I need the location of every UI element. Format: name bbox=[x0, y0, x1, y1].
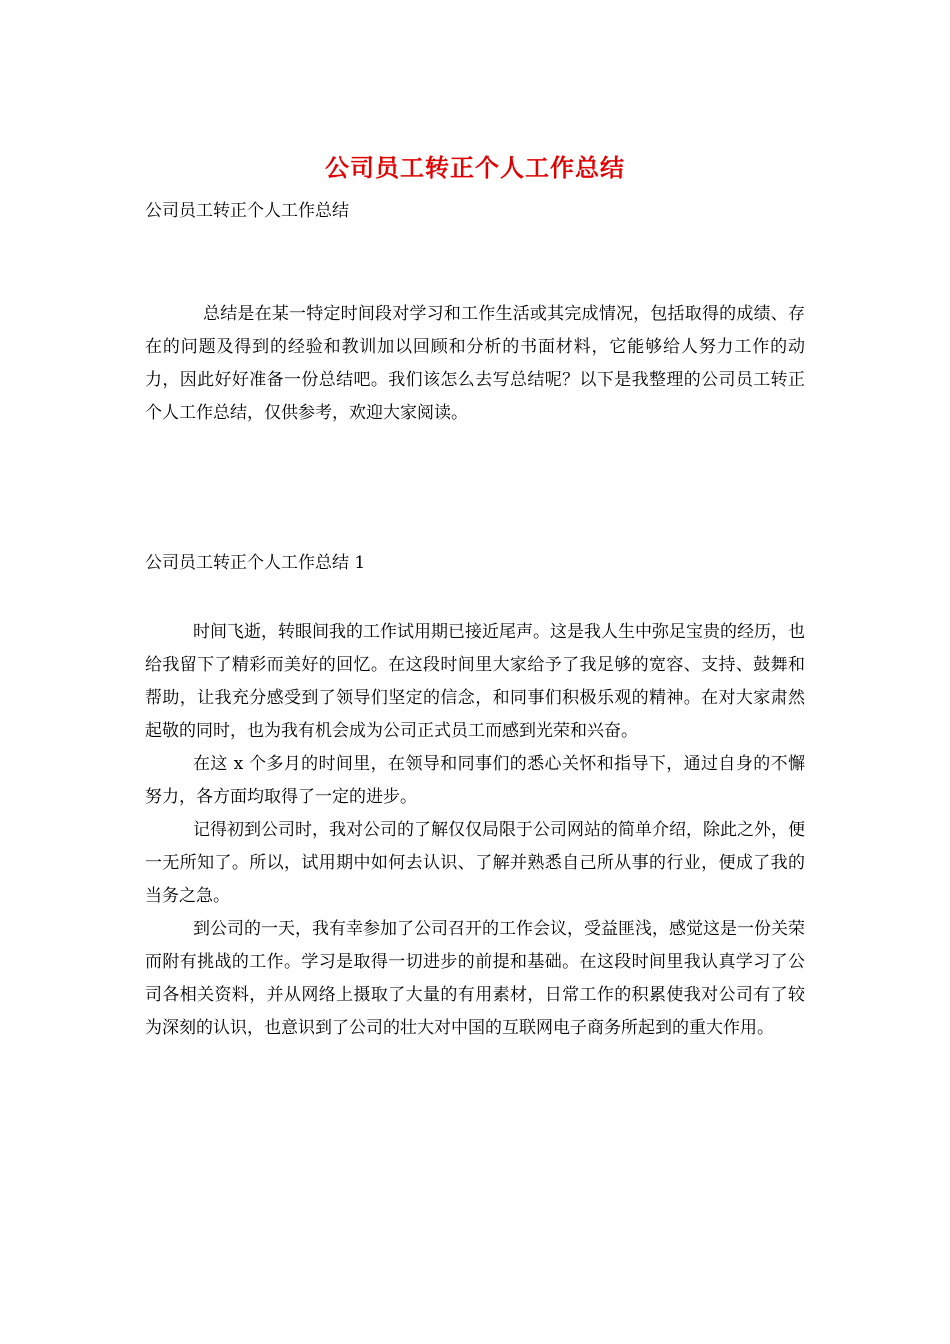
body-paragraph: 记得初到公司时，我对公司的了解仅仅局限于公司网站的简单介绍，除此之外，便一无所知了。所以，试用期中如何去认识、了解并熟悉自己所从事的行业，便成了我的当务之急。 bbox=[145, 820, 805, 906]
body-paragraph: 到公司的一天，我有幸参加了公司召开的工作会议，受益匪浅，感觉这是一份关荣而附有挑战的工作。学习是取得一切进步的前提和基础。在这段时间里我认真学习了公司各相关资料，并从网络上摄取了大量的有用素材，日常工作的积累使我对公司有了较为深刻的认识，也意识到了公司的壮大对中国的互联网电子商务所起到的重大作用。 bbox=[145, 919, 805, 1038]
intro-paragraph: 总结是在某一特定时间段对学习和工作生活或其完成情况，包括取得的成绩、存在的问题及得到的经验和教训加以回顾和分析的书面材料，它能够给人努力工作的动力，因此好好准备一份总结吧。我们该怎么去写总结呢？以下是我整理的公司员工转正个人工作总结，仅供参考，欢迎大家阅读。 bbox=[145, 304, 805, 423]
document-subtitle: 公司员工转正个人工作总结 bbox=[145, 201, 349, 221]
document-title: 公司员工转正个人工作总结 bbox=[325, 153, 625, 182]
body-paragraph: 时间飞逝，转眼间我的工作试用期已接近尾声。这是我人生中弥足宝贵的经历，也给我留下了精彩而美好的回忆。在这段时间里大家给予了我足够的宽容、支持、鼓舞和帮助，让我充分感受到了领导们坚定的信念，和同事们积极乐观的精神。在对大家肃然起敬的同时，也为我有机会成为公司正式员工而感到光荣和兴奋。 bbox=[145, 622, 805, 741]
section-heading: 公司员工转正个人工作总结 1 bbox=[145, 553, 366, 573]
section-body bbox=[145, 616, 805, 1045]
body-paragraph: 在这 x 个多月的时间里，在领导和同事们的悉心关怀和指导下，通过自身的不懈努力，各方面均取得了一定的进步。 bbox=[145, 754, 805, 807]
